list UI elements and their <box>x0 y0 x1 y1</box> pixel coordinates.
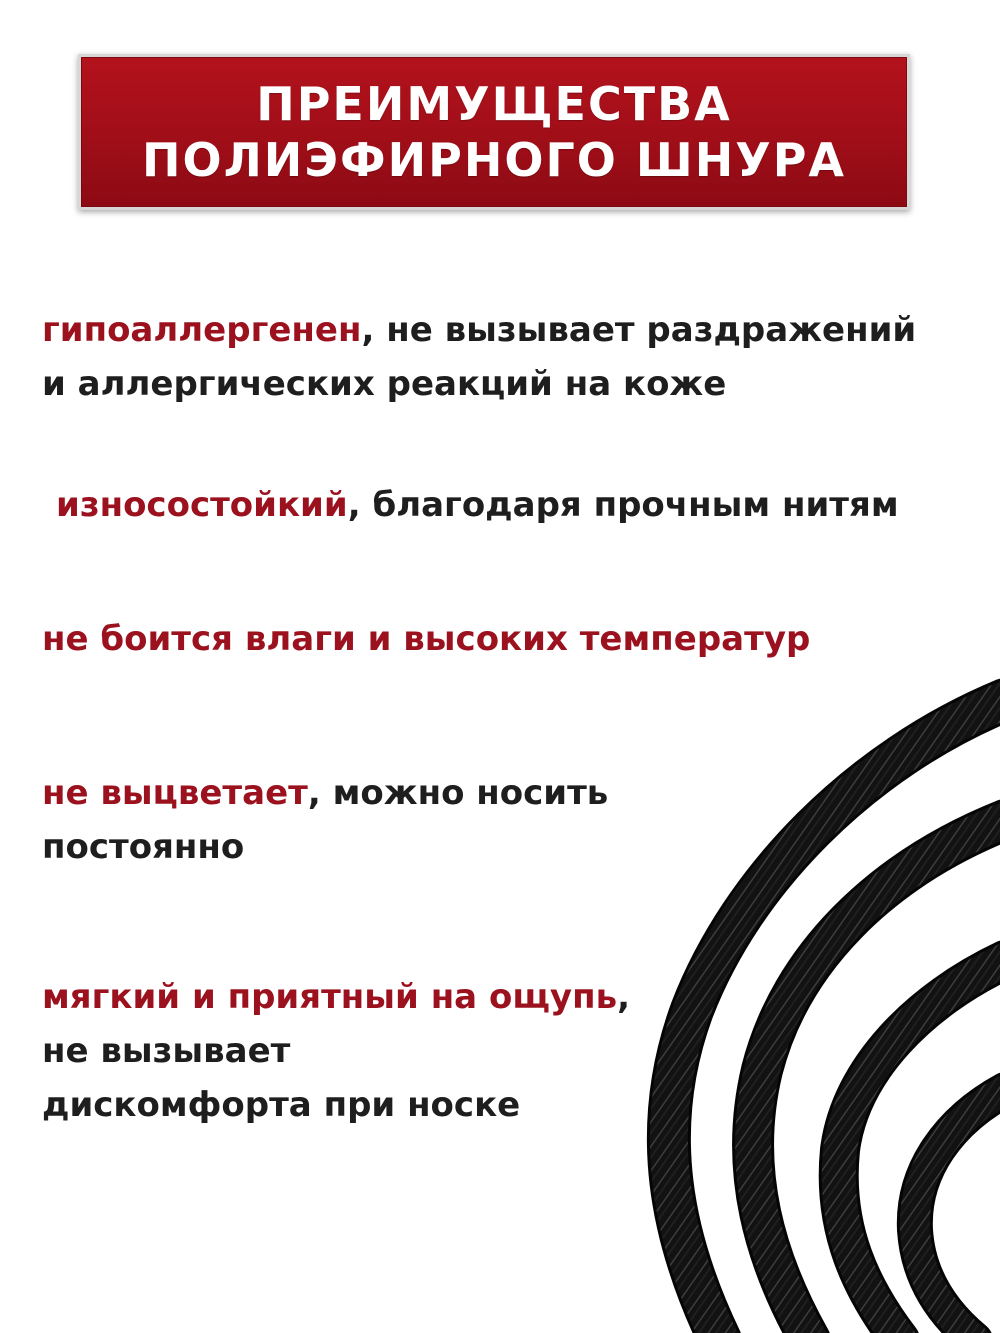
advantage-1-line-1 <box>42 303 916 357</box>
advantage-soft <box>42 970 630 1132</box>
advantage-1-line-2: и аллергических реакций на коже <box>42 364 727 404</box>
advantage-2-text: , благодаря прочным нитям <box>347 485 899 525</box>
advantage-durable <box>56 478 899 532</box>
advantage-4-line-1 <box>42 766 608 820</box>
advantage-3-highlight: не боится влаги и высоких температур <box>42 619 811 659</box>
advantage-4-highlight: не выцветает <box>42 773 308 813</box>
advantage-5-line-2: не вызывает <box>42 1031 291 1071</box>
advantage-colorfast <box>42 766 608 874</box>
advantage-2-line-1 <box>56 478 899 532</box>
advantage-5-highlight: мягкий и приятный на ощупь <box>42 977 618 1017</box>
advantage-4-line-2: постоянно <box>42 827 245 867</box>
advantage-4-text: , можно носить <box>307 773 609 813</box>
advantage-5-text: , <box>617 977 630 1017</box>
advantage-2-highlight: износостойкий <box>56 485 348 525</box>
advantage-moisture-heat-resistant <box>42 612 810 666</box>
advantage-5-line-1 <box>42 970 630 1024</box>
banner-title-line-2: ПОЛИЭФИРНОГО ШНУРА <box>141 133 847 187</box>
advantage-hypoallergenic <box>42 303 916 411</box>
advantage-1-highlight: гипоаллергенен <box>42 310 362 350</box>
advantage-5-line-3: дискомфорта при носке <box>42 1085 521 1125</box>
banner-title-line-1: ПРЕИМУЩЕСТВА <box>256 77 732 131</box>
advantage-1-text: , не вызывает раздражений <box>361 310 917 350</box>
